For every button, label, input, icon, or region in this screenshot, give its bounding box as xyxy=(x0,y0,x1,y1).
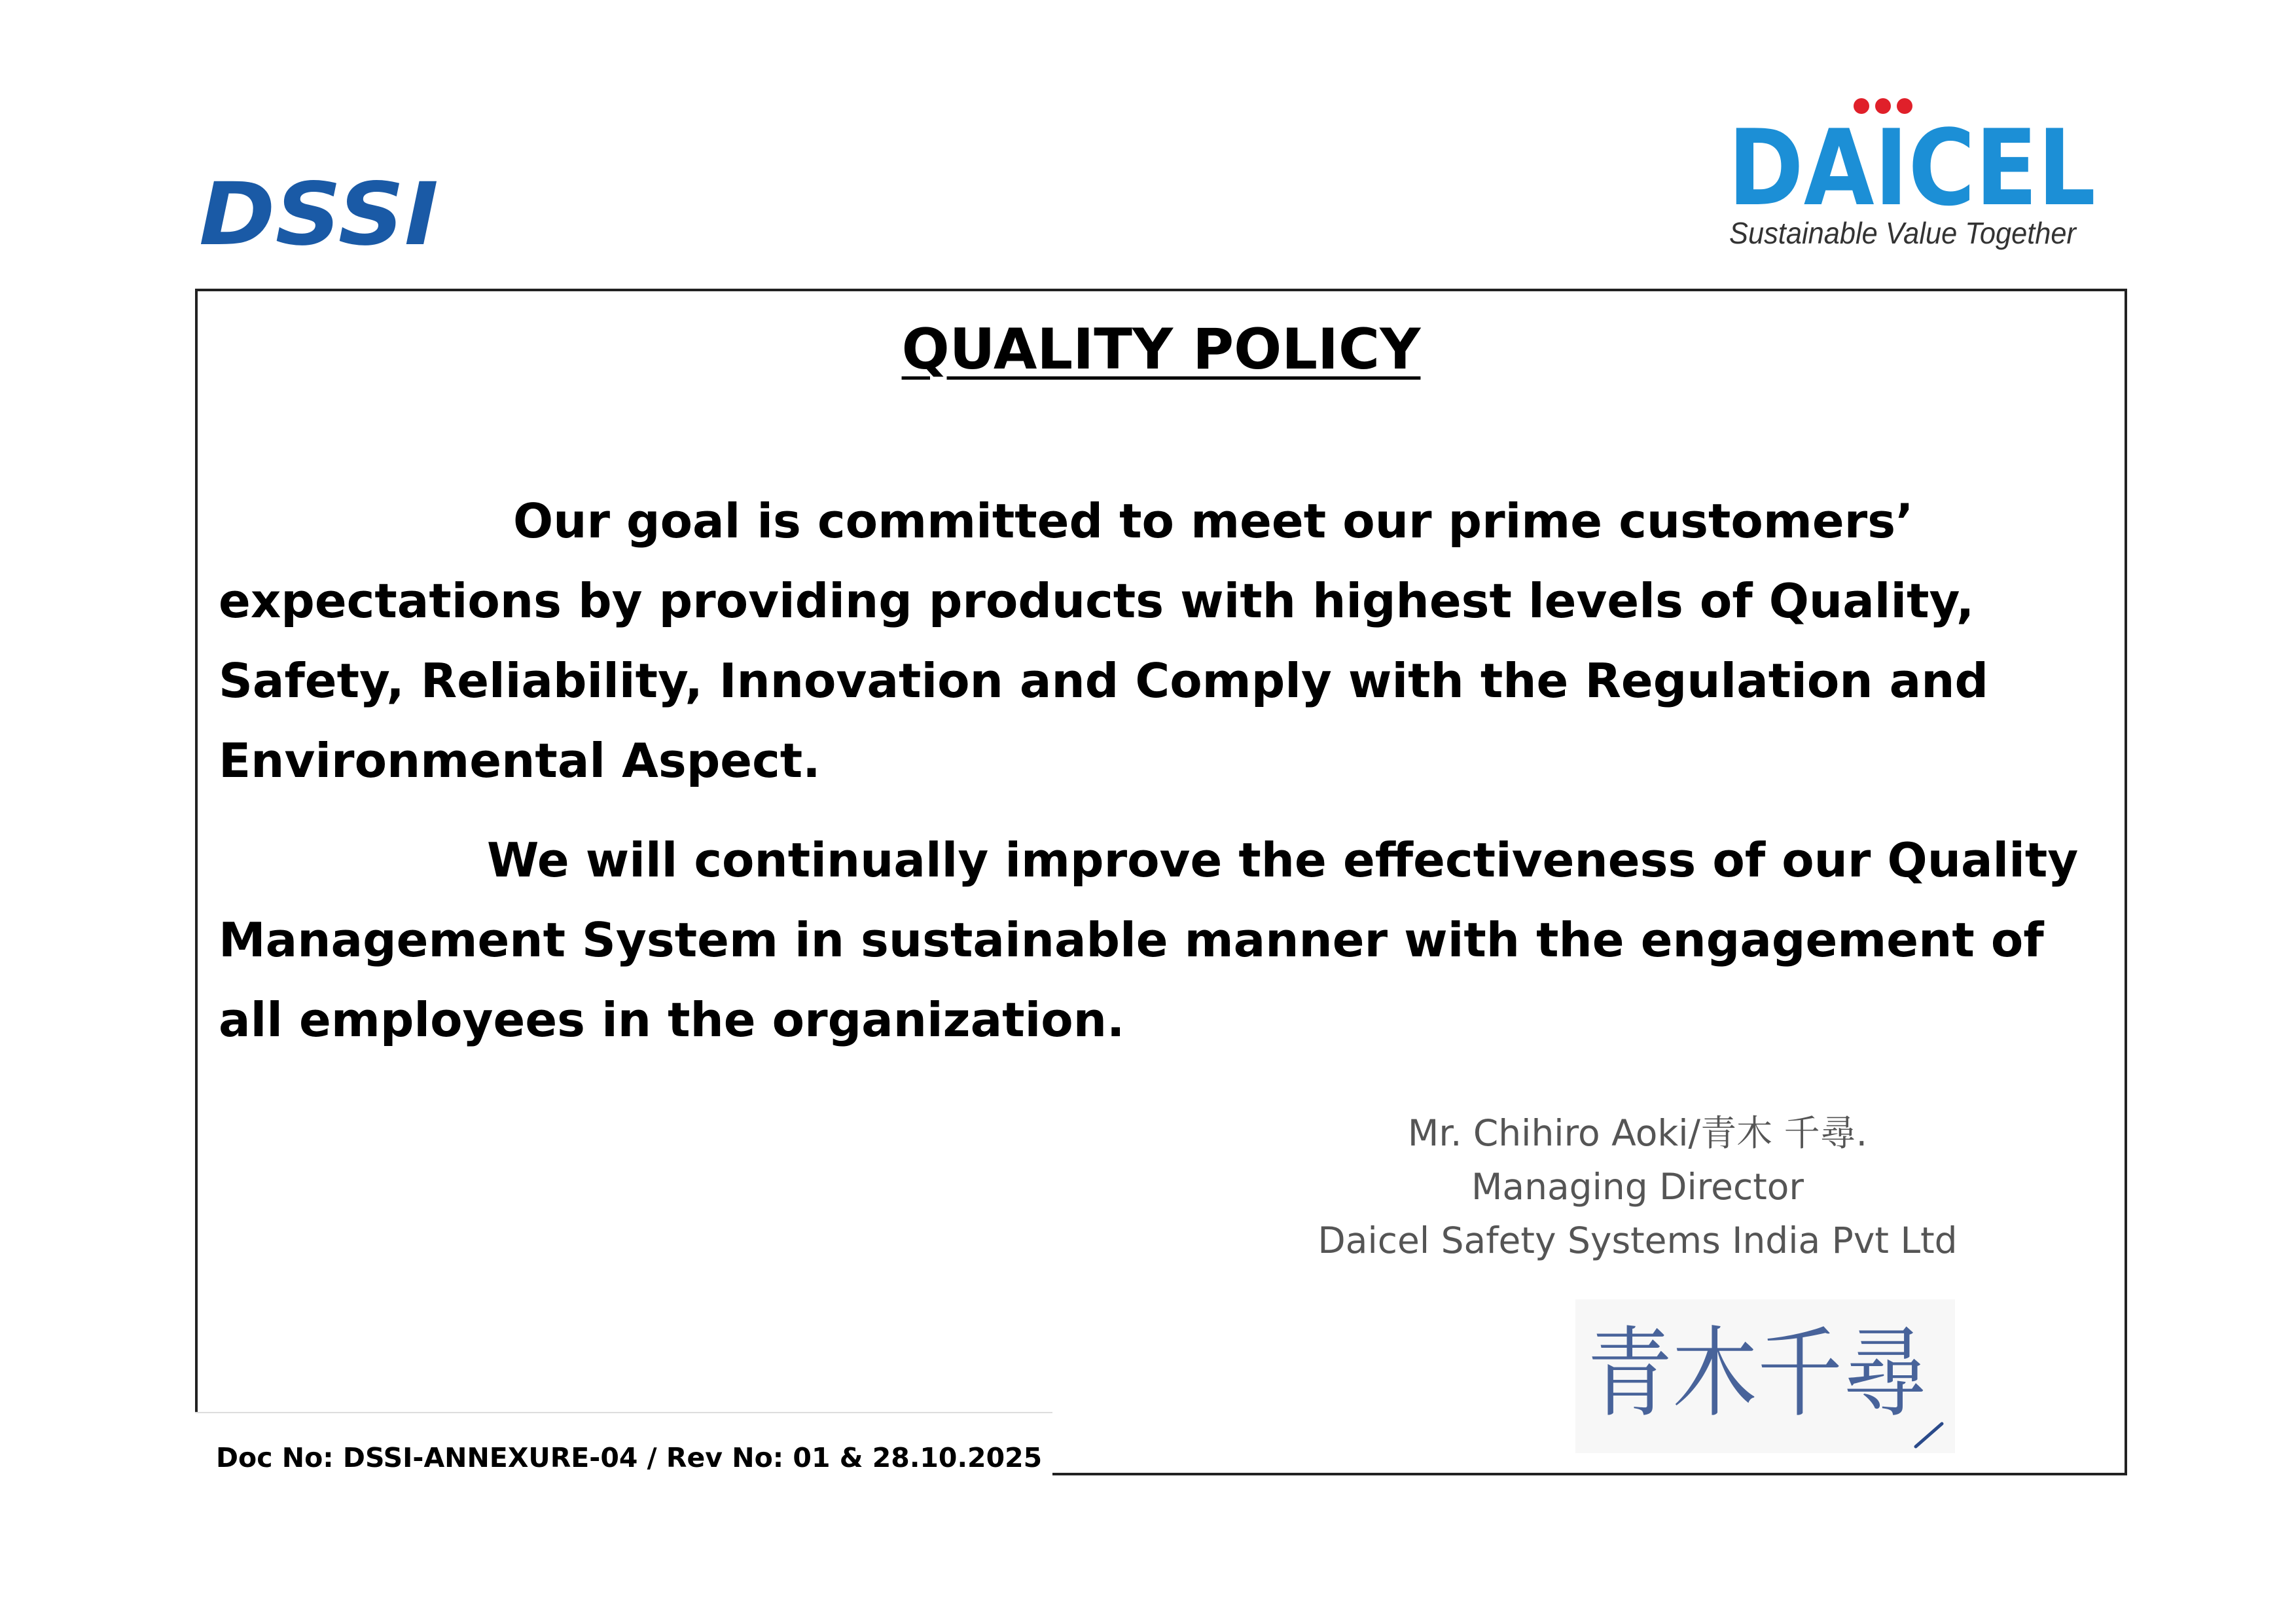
svg-text:DSSI: DSSI xyxy=(199,175,439,254)
policy-paragraph-1: Our goal is committed to meet our prime customers’ expectations by providing products with highest levels of Quality, Safety, Reliability, Innovation and Comply with the Regulation and Environmental Aspect. xyxy=(219,494,1989,788)
signatory-block xyxy=(1310,1106,1965,1267)
svg-text:青木千尋: 青木千尋 xyxy=(1587,1317,1928,1431)
handwritten-signature xyxy=(1575,1299,1955,1453)
signatory-company: Daicel Safety Systems India Pvt Ltd xyxy=(1318,1219,1958,1261)
document-number: Doc No: DSSI-ANNEXURE-04 / Rev No: 01 & 28.10.2025 xyxy=(195,1412,1052,1478)
policy-title-text: QUALITY POLICY xyxy=(901,317,1421,382)
svg-text:Sustainable Value Together: Sustainable Value Together xyxy=(1729,216,2077,250)
daicel-logo xyxy=(1721,92,2104,255)
policy-body xyxy=(219,481,2104,1060)
dssi-logo xyxy=(196,175,445,254)
signatory-name: Mr. Chihiro Aoki/青木 千尋. xyxy=(1407,1112,1868,1154)
signatory-role: Managing Director xyxy=(1471,1166,1804,1208)
policy-paragraph-2: We will continually improve the effectiveness of our Quality Management System in sustainable manner with the engagement of all employees in the organization. xyxy=(219,833,2079,1047)
policy-frame xyxy=(195,289,2127,1475)
svg-text:DAICEL: DAICEL xyxy=(1728,107,2096,229)
page-title xyxy=(198,316,2125,384)
